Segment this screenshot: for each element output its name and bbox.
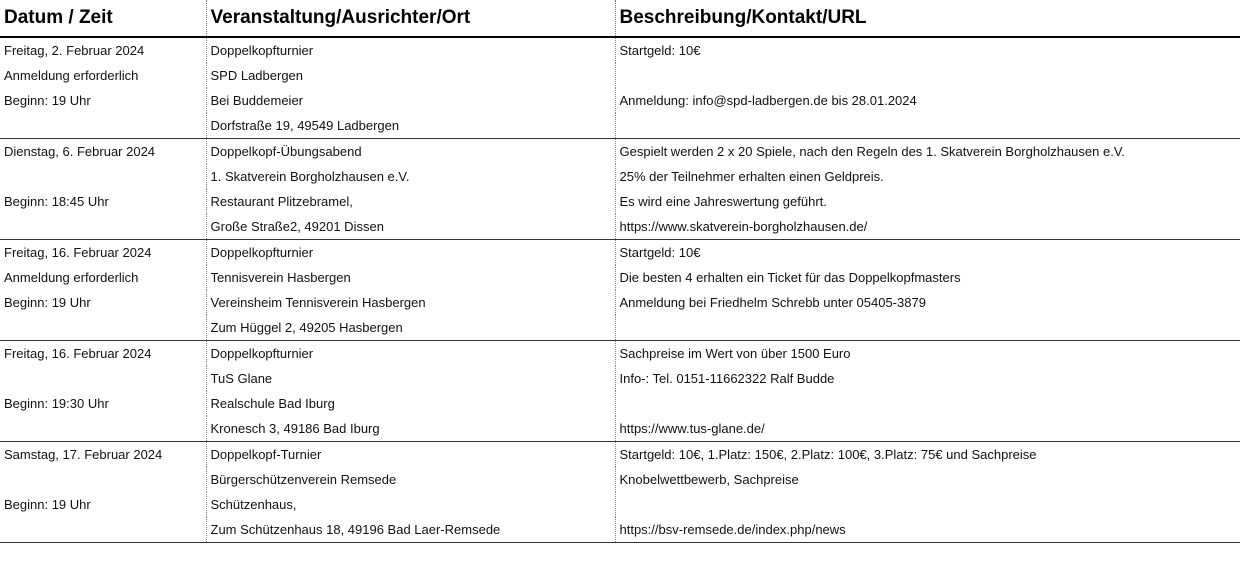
beschreibung-cell: Startgeld: 10€, 1.Platz: 150€, 2.Platz: 100€, 3.Platz: 75€ und Sachpreise — [615, 442, 1240, 468]
veranstaltung-cell: Doppelkopf-Turnier — [206, 442, 615, 468]
veranstaltung-cell: Doppelkopfturnier — [206, 341, 615, 367]
datum-cell: Beginn: 19 Uhr — [0, 492, 206, 517]
header-veranstaltung: Veranstaltung/Ausrichter/Ort — [206, 0, 615, 37]
beschreibung-cell — [615, 492, 1240, 517]
beschreibung-cell: Anmeldung bei Friedhelm Schrebb unter 05405-3879 — [619, 295, 926, 310]
datum-cell: Beginn: 19:30 Uhr — [0, 391, 206, 416]
table-row — [0, 492, 1240, 517]
datum-cell — [0, 214, 206, 240]
veranstaltung-cell: Bürgerschützenverein Remsede — [206, 467, 615, 492]
beschreibung-cell: Es wird eine Jahreswertung geführt. — [619, 194, 827, 209]
header-beschreibung: Beschreibung/Kontakt/URL — [615, 0, 1240, 37]
datum-cell — [0, 315, 206, 341]
beschreibung-cell: Startgeld: 10€ — [615, 240, 1240, 266]
table-row — [0, 214, 1240, 240]
beschreibung-cell — [615, 391, 1240, 416]
veranstaltung-cell: Kronesch 3, 49186 Bad Iburg — [206, 416, 615, 442]
header-datum: Datum / Zeit — [0, 0, 206, 37]
table-row — [0, 341, 1240, 367]
datum-cell — [0, 164, 206, 189]
table-row — [0, 442, 1240, 468]
datum-cell: Freitag, 2. Februar 2024 — [0, 37, 206, 63]
veranstaltung-cell: SPD Ladbergen — [206, 63, 615, 88]
table-row — [0, 37, 1240, 63]
beschreibung-cell: Anmeldung: info@spd-ladbergen.de bis 28.01.2024 — [619, 93, 917, 108]
veranstaltung-cell: Realschule Bad Iburg — [206, 391, 615, 416]
beschreibung-cell: https://www.tus-glane.de/ — [619, 421, 765, 436]
event-body — [0, 37, 1240, 543]
beschreibung-cell — [615, 63, 1240, 88]
datum-cell — [0, 517, 206, 543]
beschreibung-cell: Startgeld: 10€ — [615, 37, 1240, 63]
beschreibung-cell — [615, 315, 1240, 341]
beschreibung-cell: https://bsv-remsede.de/index.php/news — [615, 517, 1240, 543]
veranstaltung-cell: Dorfstraße 19, 49549 Ladbergen — [206, 113, 615, 139]
datum-cell: Beginn: 19 Uhr — [0, 88, 206, 113]
datum-cell — [0, 416, 206, 442]
datum-cell — [0, 366, 206, 391]
veranstaltung-cell: Doppelkopf-Übungsabend — [206, 139, 615, 165]
beschreibung-cell: https://www.skatverein-borgholzhausen.de/ — [619, 219, 868, 234]
veranstaltung-cell: Tennisverein Hasbergen — [206, 265, 615, 290]
table-row — [0, 265, 1240, 290]
table-row — [0, 366, 1240, 391]
table-row — [0, 88, 1240, 113]
beschreibung-cell — [615, 113, 1240, 139]
veranstaltung-cell: Zum Hüggel 2, 49205 Hasbergen — [206, 315, 615, 341]
beschreibung-cell: Info-: Tel. 0151-11662322 Ralf Budde — [619, 371, 835, 386]
beschreibung-cell: Die besten 4 erhalten ein Ticket für das Doppelkopfmasters — [619, 270, 961, 285]
veranstaltung-cell: TuS Glane — [206, 366, 615, 391]
table-row — [0, 139, 1240, 165]
datum-cell: Anmeldung erforderlich — [0, 265, 206, 290]
table-row — [0, 416, 1240, 442]
datum-cell: Samstag, 17. Februar 2024 — [0, 442, 206, 468]
table-row — [0, 517, 1240, 543]
beschreibung-cell: 25% der Teilnehmer erhalten einen Geldpreis. — [619, 169, 884, 184]
table-row — [0, 240, 1240, 266]
datum-cell: Freitag, 16. Februar 2024 — [0, 240, 206, 266]
veranstaltung-cell: Große Straße2, 49201 Dissen — [206, 214, 615, 240]
datum-cell: Beginn: 19 Uhr — [0, 290, 206, 315]
datum-cell — [0, 113, 206, 139]
veranstaltung-cell: Vereinsheim Tennisverein Hasbergen — [206, 290, 615, 315]
veranstaltung-cell: Bei Buddemeier — [206, 88, 615, 113]
veranstaltung-cell: Restaurant Plitzebramel, — [206, 189, 615, 214]
veranstaltung-cell: 1. Skatverein Borgholzhausen e.V. — [206, 164, 615, 189]
veranstaltung-cell: Doppelkopfturnier — [206, 240, 615, 266]
datum-cell — [0, 467, 206, 492]
table-row — [0, 164, 1240, 189]
table-row — [0, 113, 1240, 139]
beschreibung-cell: Gespielt werden 2 x 20 Spiele, nach den Regeln des 1. Skatverein Borgholzhausen e.V. — [615, 139, 1240, 165]
datum-cell: Dienstag, 6. Februar 2024 — [0, 139, 206, 165]
beschreibung-cell: Sachpreise im Wert von über 1500 Euro — [615, 341, 1240, 367]
datum-cell: Beginn: 18:45 Uhr — [0, 189, 206, 214]
veranstaltung-cell: Zum Schützenhaus 18, 49196 Bad Laer-Remsede — [206, 517, 615, 543]
datum-cell: Freitag, 16. Februar 2024 — [0, 341, 206, 367]
table-row — [0, 63, 1240, 88]
table-row — [0, 315, 1240, 341]
header-row — [0, 0, 1240, 37]
beschreibung-cell: Knobelwettbewerb, Sachpreise — [619, 472, 799, 487]
veranstaltung-cell: Doppelkopfturnier — [206, 37, 615, 63]
datum-cell: Anmeldung erforderlich — [0, 63, 206, 88]
table-row — [0, 391, 1240, 416]
table-row — [0, 189, 1240, 214]
table-row — [0, 290, 1240, 315]
veranstaltung-cell: Schützenhaus, — [206, 492, 615, 517]
table-row — [0, 467, 1240, 492]
